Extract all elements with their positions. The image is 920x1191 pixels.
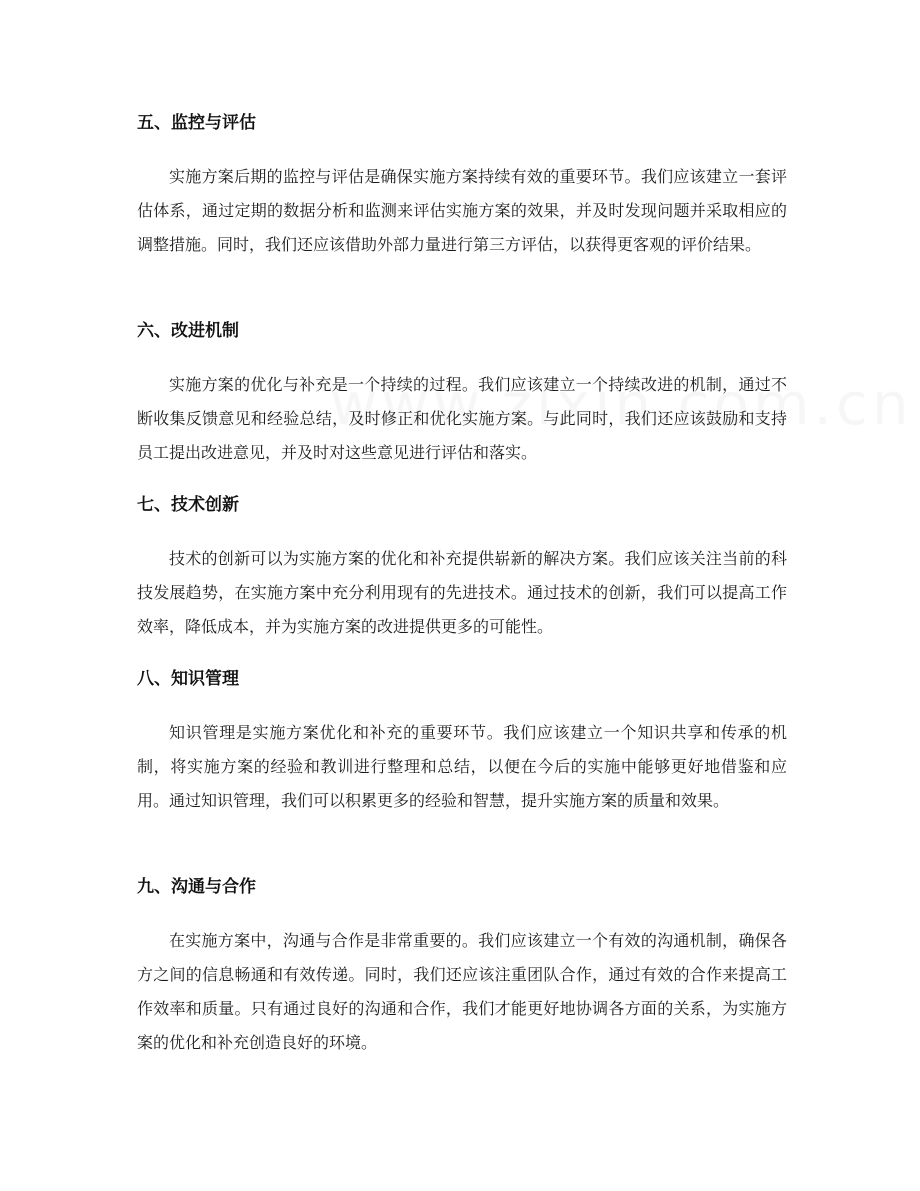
section-heading: 五、监控与评估 <box>137 113 256 133</box>
section-technical-innovation <box>137 494 787 644</box>
section-heading: 六、改进机制 <box>137 321 239 341</box>
section-paragraph: 实施方案的优化与补充是一个持续的过程。我们应该建立一个持续改进的机制，通过不断收集反馈意见和经验总结，及时修正和优化实施方案。与此同时，我们还应该鼓励和支持员工提出改进意见，并及时对这些意见进行评估和落实。 <box>137 375 787 462</box>
section-paragraph: 在实施方案中，沟通与合作是非常重要的。我们应该建立一个有效的沟通机制，确保各方之间的信息畅通和有效传递。同时，我们还应该注重团队合作，通过有效的合作来提高工作效率和质量。只有通过良好的沟通和合作，我们才能更好地协调各方面的关系，为实施方案的优化和补充创造良好的环境。 <box>137 931 787 1052</box>
section-heading: 八、知识管理 <box>137 669 239 689</box>
section-knowledge-management <box>137 668 787 818</box>
section-paragraph: 知识管理是实施方案优化和补充的重要环节。我们应该建立一个知识共享和传承的机制，将实施方案的经验和教训进行整理和总结，以便在今后的实施中能够更好地借鉴和应用。通过知识管理，我们可以积累更多的经验和智慧，提升实施方案的质量和效果。 <box>137 723 787 810</box>
section-monitoring-evaluation <box>137 112 787 262</box>
section-improvement-mechanism <box>137 320 787 470</box>
section-paragraph: 实施方案后期的监控与评估是确保实施方案持续有效的重要环节。我们应该建立一套评估体系，通过定期的数据分析和监测来评估实施方案的效果，并及时发现问题并采取相应的调整措施。同时，我们还应该借助外部力量进行第三方评估，以获得更客观的评价结果。 <box>137 167 787 254</box>
section-heading: 九、沟通与合作 <box>137 877 256 897</box>
section-communication-cooperation <box>137 876 787 1060</box>
section-heading: 七、技术创新 <box>137 495 239 515</box>
section-paragraph: 技术的创新可以为实施方案的优化和补充提供崭新的解决方案。我们应该关注当前的科技发展趋势，在实施方案中充分利用现有的先进技术。通过技术的创新，我们可以提高工作效率，降低成本，并为实施方案的改进提供更多的可能性。 <box>137 549 787 636</box>
